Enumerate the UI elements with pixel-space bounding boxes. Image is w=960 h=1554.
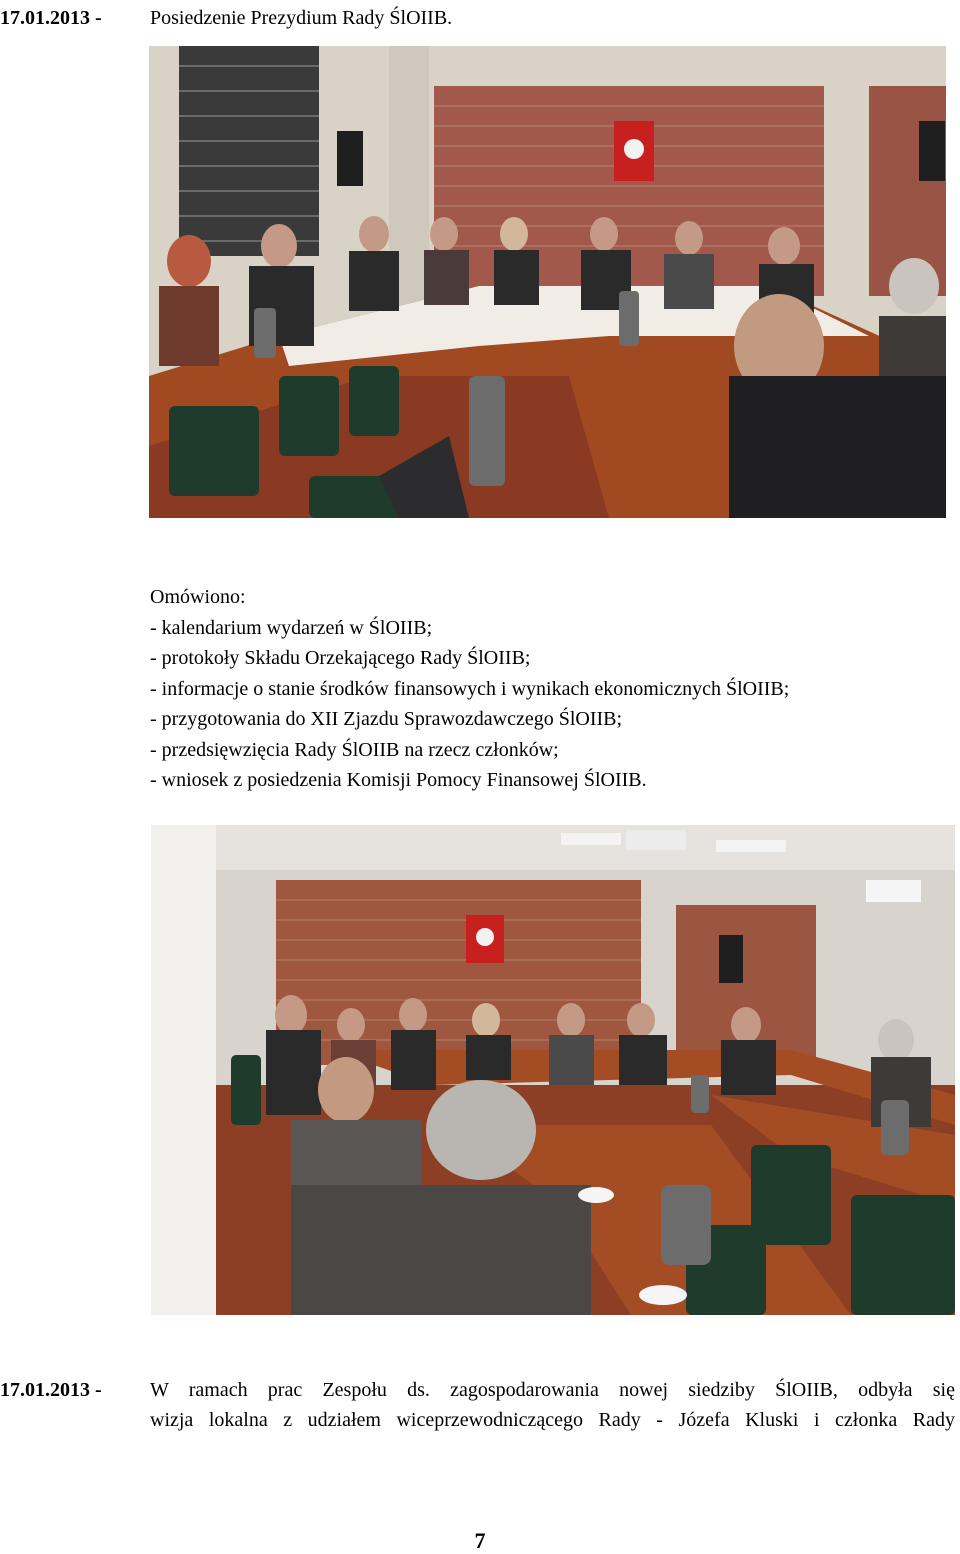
meeting-photo-1 bbox=[149, 46, 946, 518]
entry-text-line-2: wizja lokalna z udziałem wiceprzewodniczącego Rady - Józefa Kluski i członka Rady bbox=[150, 1409, 955, 1431]
entry-title: Posiedzenie Prezydium Rady ŚlOIIB. bbox=[150, 7, 453, 29]
list-item: - przygotowania do XII Zjazdu Sprawozdawczego ŚlOIIB; bbox=[150, 708, 623, 730]
list-item: - przedsięwzięcia Rady ŚlOIIB na rzecz członków; bbox=[150, 738, 559, 761]
discussion-summary bbox=[150, 582, 789, 796]
entry-date: 17.01.2013 - bbox=[0, 1379, 102, 1401]
list-item: - kalendarium wydarzeń w ŚlOIIB; bbox=[150, 616, 433, 639]
entry-text-line-1: W ramach prac Zespołu ds. zagospodarowania nowej siedziby ŚlOIIB, odbyła się bbox=[150, 1379, 955, 1401]
page-number: 7 bbox=[474, 1528, 486, 1553]
list-item: - wniosek z posiedzenia Komisji Pomocy Finansowej ŚlOIIB. bbox=[150, 769, 647, 791]
summary-heading: Omówiono: bbox=[150, 586, 246, 608]
meeting-photo-2 bbox=[151, 825, 955, 1315]
entry-date: 17.01.2013 - bbox=[0, 7, 102, 29]
list-item: - protokoły Składu Orzekającego Rady ŚlOIIB; bbox=[150, 647, 531, 669]
list-item: - informacje o stanie środków finansowych i wynikach ekonomicznych ŚlOIIB; bbox=[150, 677, 790, 700]
